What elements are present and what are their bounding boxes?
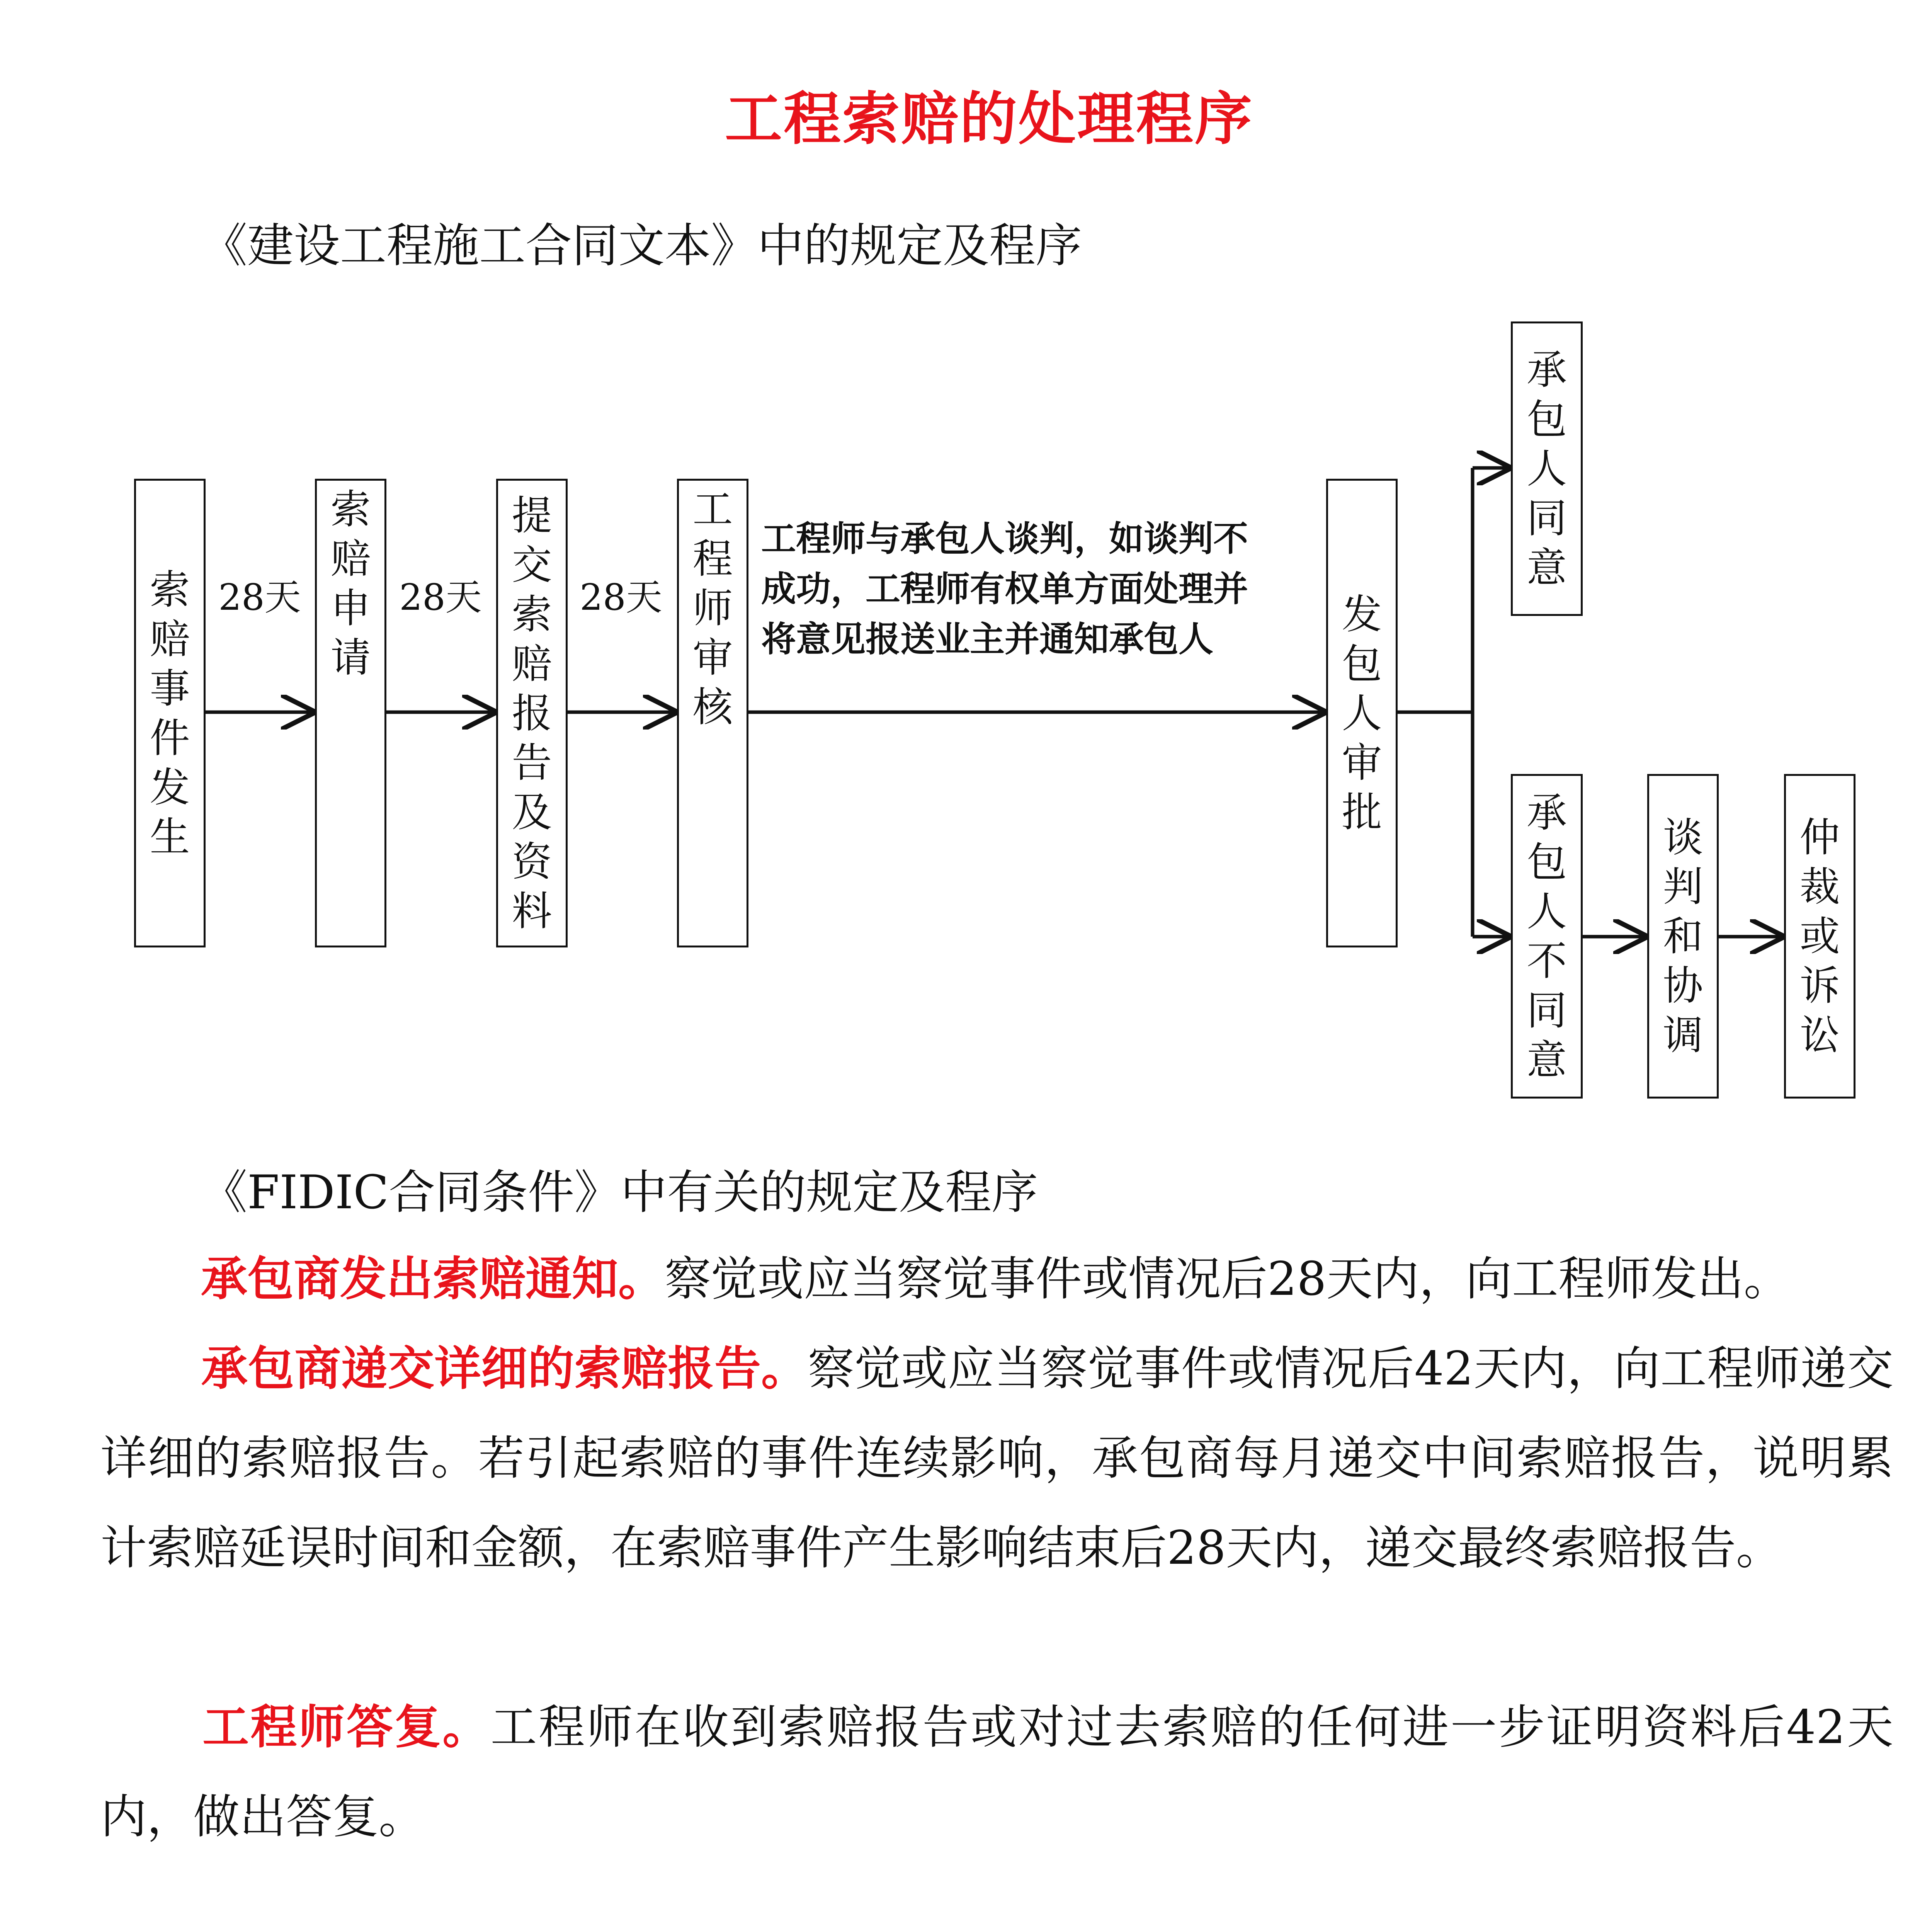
fidic-paragraph-reply [100,1683,1893,1862]
note-line: 工程师与承包人谈判，如谈判不 [761,519,1248,559]
box-contractor-agree [1511,321,1583,616]
box-char: 人 [1526,445,1567,492]
box-char: 料 [512,887,552,935]
box-char: 谈 [1663,814,1703,861]
box-char: 师 [692,585,733,632]
box-label [512,491,552,936]
box-char: 发 [1342,590,1382,638]
page-title: 工程索赔的处理程序 [725,85,1253,152]
box-label [1663,813,1703,1060]
box-employer-approval [1326,479,1398,947]
box-label [1527,345,1567,592]
box-label [1799,813,1840,1060]
box-char: 和 [1663,913,1703,960]
box-char: 承 [1526,789,1567,836]
box-char: 工 [692,486,733,533]
box-char: 人 [1526,888,1567,935]
box-char: 人 [1342,689,1382,737]
box-char: 同 [1526,495,1567,542]
box-char: 资 [512,838,552,885]
box-submit-report [496,479,568,947]
box-engineer-review [677,479,748,947]
box-char: 赔 [512,640,552,687]
box-char: 诉 [1799,962,1840,1009]
box-char: 讼 [1799,1012,1840,1059]
fidic-lead: 工程师答复。 [201,1701,491,1754]
fidic-text: 察觉或应当察觉事件或情况后28天内，向工程师发出。 [665,1252,1790,1306]
box-label [150,565,190,862]
box-char: 申 [330,585,371,632]
interval-label: 28天 [399,577,482,619]
box-char: 判 [1663,863,1703,910]
box-char: 发 [150,764,190,811]
box-claim-event [134,479,206,947]
box-arbitration [1784,774,1855,1099]
box-char: 交 [512,541,552,588]
box-char: 承 [1526,346,1567,393]
fidic-lead: 承包商递交详细的索赔报告。 [201,1342,808,1396]
box-claim-application [315,479,386,947]
box-char: 批 [1342,788,1382,836]
section-heading-fidic: 《FIDIC合同条件》中有关的规定及程序 [201,1166,1038,1219]
engineer-negotiation-note [761,514,1314,665]
fidic-text: 工程师在收到索赔报告或对过去索赔的任何进一步证明资料后42天内，做出答复。 [100,1701,1893,1844]
box-label [692,485,733,732]
note-line: 将意见报送业主并通知承包人 [761,619,1213,660]
note-line: 成功，工程师有权单方面处理并 [761,569,1248,609]
fidic-paragraph-report [100,1324,1893,1593]
box-char: 告 [512,739,552,786]
box-char: 赔 [150,615,190,663]
fidic-lead: 承包商发出索赔通知。 [201,1252,665,1306]
box-char: 赔 [330,535,371,582]
box-char: 生 [150,813,190,861]
box-char: 提 [512,492,552,539]
interval-label: 28天 [218,577,301,619]
box-char: 程 [692,535,733,582]
box-char: 审 [1342,739,1382,786]
box-char: 同 [1526,987,1567,1034]
box-contractor-disagree [1511,774,1583,1099]
box-char: 索 [512,590,552,638]
box-char: 件 [150,714,190,762]
box-char: 索 [330,486,371,533]
box-negotiation [1647,774,1719,1099]
box-char: 报 [512,689,552,737]
box-char: 或 [1799,913,1840,960]
box-char: 请 [330,634,371,681]
box-label [330,485,371,682]
box-char: 及 [512,788,552,836]
box-char: 包 [1526,396,1567,443]
box-char: 核 [692,684,733,731]
box-char: 仲 [1799,814,1840,861]
box-char: 调 [1663,1012,1703,1059]
box-char: 审 [692,634,733,681]
fidic-paragraph-notice [100,1235,1893,1324]
section-heading-contract-text: 《建设工程施工合同文本》中的规定及程序 [201,219,1082,273]
box-char: 意 [1526,544,1567,591]
box-char: 包 [1342,640,1382,687]
box-char: 裁 [1799,863,1840,910]
box-label [1527,788,1567,1085]
box-label [1342,590,1382,837]
box-char: 包 [1526,838,1567,886]
fidic-text: 察觉或应当察觉事件或情况后42天内，向工程师递交详细的索赔报告。若引起索赔的事件连续影响，承包商每月递交中间索赔报告，说明累计索赔延误时间和金额，在索赔事件产生影响结束后28天内，递交最终索赔报告。 [100,1342,1893,1575]
interval-label: 28天 [580,577,662,619]
box-char: 事 [150,665,190,712]
box-char: 索 [150,566,190,613]
box-char: 意 [1526,1036,1567,1083]
box-char: 协 [1663,962,1703,1009]
box-char: 不 [1526,937,1567,985]
